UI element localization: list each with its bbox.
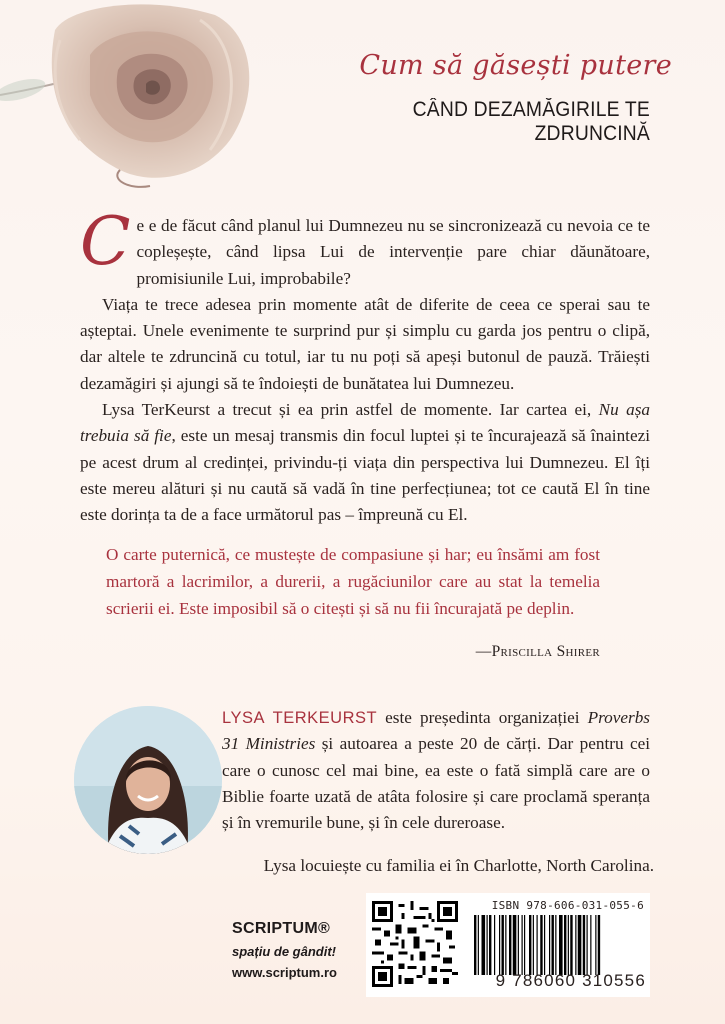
description-body [80, 203, 650, 529]
isbn-code-box [366, 893, 650, 997]
rose-illustration [0, 0, 270, 200]
author-photo [74, 706, 222, 854]
drop-cap: C [80, 203, 131, 280]
paragraph-1 [80, 203, 650, 292]
title-script: Cum să găsești putere [359, 50, 672, 81]
paragraph-3-end: , este un mesaj transmis din focul luptei și te încurajează să înaintezi pe acest drum al credinței, privindu-ți viața din perspectiva lui Dumnezeu. El îți este mereu alături și nu caută să vadă în tine perfecțiunea; tot ce caută El în tine este dorința ta de a face următorul pas – împreună cu El. [80, 426, 650, 525]
publisher-block [232, 920, 350, 980]
organization-name: Proverbs 31 Ministries [222, 708, 650, 754]
book-title: Nu așa trebuia să fie [80, 400, 650, 446]
author-bio-end: și autoarea a peste 20 de cărți. Dar pentru cei care o cunosc cel mai bine, ea este o fată simplă care are o Biblie foarte uzată de atâta folosire și care proclamă speranța și în vremurile bune, și în cele dureroase. [222, 734, 650, 833]
title-caps: CÂND DEZAMĂGIRILE TE ZDRUNCINĂ [412, 98, 650, 145]
paragraph-2: Viața te trece adesea prin momente atât de diferite de ceea ce sperai sau te așteptai. Unele evenimente te surprind pur și simplu cu garda jos pentru o clipă, dar altele te zdruncină cu totul, iar tu nu poți să apeși butonul de pauză. Trăiești dezamăgiri și ajungi să te îndoiești de bunătatea lui Dumnezeu. [80, 294, 650, 393]
publisher-tagline: spațiu de gândit! [232, 944, 336, 959]
paragraph-3-start: Lysa TerKeurst a trecut și ea prin astfel de momente. Iar cartea ei, [102, 400, 599, 420]
endorsement-quote: O carte puternică, ce mustește de compasiune și har; eu însămi am fost martoră a lacrimilor, a durerii, a rugăciunilor care au stat la temelia scrierii ei. Este imposibil să o citești și să nu fii încurajată pe deplin. [106, 545, 600, 618]
paragraph-1-text: e e de făcut când planul lui Dumnezeu nu se sincronizează cu nevoia ce te copleșește, când lipsa Lui de intervenție pare chiar dăunătoare, promisiunile Lui, improbabile? [136, 216, 650, 288]
barcode-icon [472, 915, 644, 975]
author-bio [222, 705, 650, 836]
author-name: LYSA TERKEURST [222, 709, 378, 727]
isbn-label: ISBN 978-606-031-055-6 [491, 899, 644, 912]
isbn-digits: 9 786060 310556 [495, 971, 646, 990]
quote-attribution: —Priscilla Shirer [475, 643, 600, 660]
paragraph-3 [80, 397, 650, 528]
qr-code-icon [372, 901, 458, 987]
publisher-name: SCRIPTUM® [232, 920, 331, 937]
author-bio-start: este președinta organizației [377, 708, 588, 727]
publisher-url: www.scriptum.ro [232, 965, 337, 980]
author-residence: Lysa locuiește cu familia ei în Charlotte, North Carolina. [263, 856, 654, 875]
